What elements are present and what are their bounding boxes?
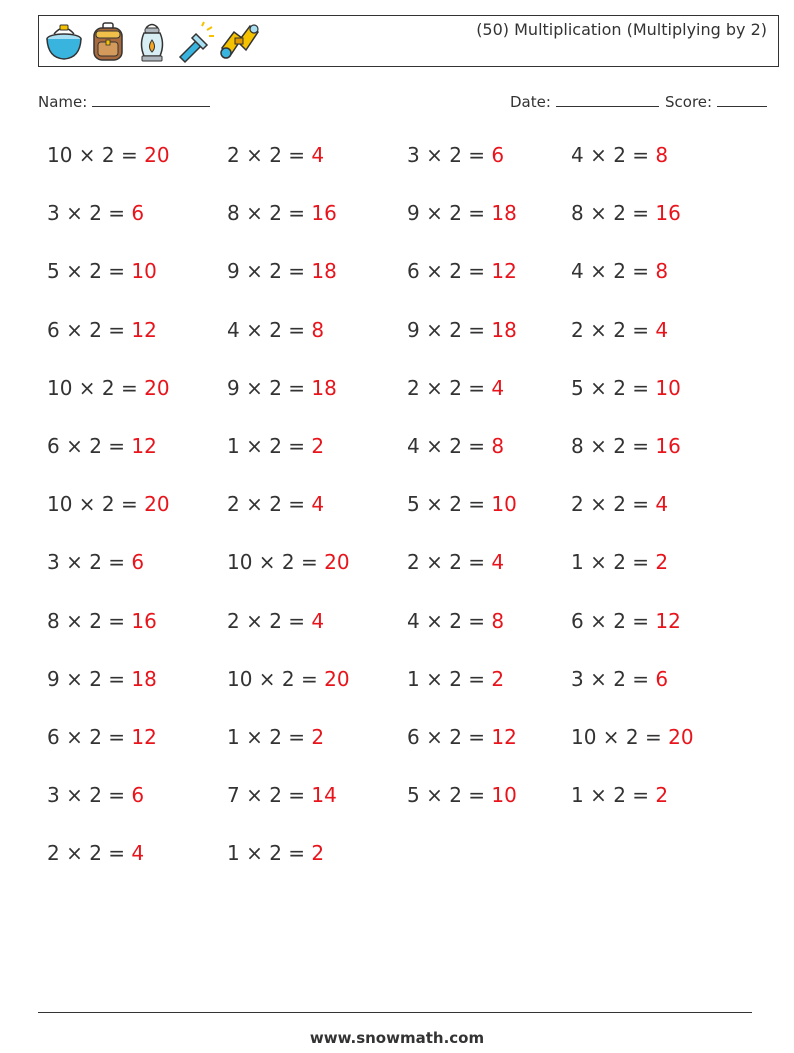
date-blank[interactable]: [556, 94, 659, 107]
problem-question: 10 × 2 =: [47, 492, 145, 517]
problem-question: 3 × 2 =: [47, 550, 132, 575]
score-field[interactable]: [665, 93, 767, 111]
problem: [407, 434, 504, 458]
problem: [47, 841, 144, 865]
problem-question: 7 × 2 =: [227, 783, 312, 808]
problem-question: 10 × 2 =: [571, 725, 669, 749]
problem-row: [47, 318, 747, 352]
problem: [571, 259, 668, 283]
bucket-icon: [42, 20, 86, 64]
problem: [571, 201, 681, 225]
problem: [227, 201, 337, 225]
problem-answer: 18: [491, 317, 517, 342]
problem: [47, 550, 144, 574]
problem-question: 1 × 2 =: [571, 550, 656, 575]
header-icons: [42, 20, 262, 64]
problem-question: 4 × 2 =: [407, 608, 492, 633]
problem-answer: 12: [131, 317, 157, 342]
problem-answer: 20: [144, 492, 170, 517]
problem-question: 1 × 2 =: [227, 841, 312, 866]
problem-answer: 10: [491, 492, 517, 517]
problem-question: 2 × 2 =: [47, 841, 132, 866]
problem: [571, 318, 668, 342]
score-label: Score:: [665, 93, 713, 111]
problem-question: 4 × 2 =: [571, 143, 656, 167]
name-field[interactable]: [38, 93, 210, 111]
problem-question: 8 × 2 =: [571, 434, 656, 458]
problem: [407, 783, 517, 807]
problem-answer: 12: [491, 725, 517, 749]
problem: [571, 434, 681, 458]
problem-answer: 4: [311, 608, 325, 633]
date-label: Date:: [510, 93, 551, 111]
problem-question: 9 × 2 =: [227, 259, 312, 284]
problem-answer: 12: [655, 608, 681, 633]
problem-answer: 4: [655, 317, 669, 342]
problem-question: 3 × 2 =: [571, 666, 656, 691]
problem: [407, 667, 504, 691]
problem-question: 10 × 2 =: [47, 143, 145, 167]
problem-answer: 8: [655, 259, 669, 284]
problem-answer: 6: [655, 666, 669, 691]
problem-answer: 4: [311, 143, 325, 167]
problem-question: 4 × 2 =: [407, 434, 492, 458]
problem-question: 9 × 2 =: [407, 317, 492, 342]
problem: [571, 492, 668, 516]
problem: [407, 143, 504, 167]
problem: [47, 259, 157, 283]
problem: [227, 492, 324, 516]
problem-question: 1 × 2 =: [407, 666, 492, 691]
problem-answer: 6: [131, 201, 145, 226]
problem: [407, 376, 504, 400]
problem-question: 8 × 2 =: [227, 201, 312, 226]
problem-answer: 8: [311, 317, 325, 342]
problem-question: 5 × 2 =: [407, 783, 492, 808]
problem: [47, 201, 144, 225]
problem: [47, 376, 170, 400]
problem-question: 3 × 2 =: [47, 201, 132, 226]
problem-answer: 16: [655, 201, 681, 226]
problem: [407, 318, 517, 342]
problem-answer: 8: [491, 434, 505, 458]
problem-answer: 2: [311, 841, 325, 866]
problem-answer: 20: [324, 666, 350, 691]
problem-question: 3 × 2 =: [407, 143, 492, 167]
problem: [227, 841, 324, 865]
name-label: Name:: [38, 93, 88, 111]
problem-question: 2 × 2 =: [227, 492, 312, 517]
problem-answer: 2: [491, 666, 505, 691]
problem: [47, 434, 157, 458]
problem-answer: 16: [131, 608, 157, 633]
problem: [47, 143, 170, 167]
problem: [407, 550, 504, 574]
problem-answer: 4: [491, 375, 505, 400]
problem-row: [47, 492, 747, 526]
problem-question: 2 × 2 =: [571, 492, 656, 517]
date-field[interactable]: [510, 93, 659, 111]
problem: [227, 143, 324, 167]
problem-answer: 10: [655, 375, 681, 400]
problem-answer: 20: [144, 143, 170, 167]
problem-answer: 16: [655, 434, 681, 458]
problem-question: 5 × 2 =: [407, 492, 492, 517]
problem: [407, 609, 504, 633]
problem-answer: 6: [491, 143, 505, 167]
problem-answer: 18: [311, 259, 337, 284]
problem: [47, 667, 157, 691]
problem-question: 9 × 2 =: [227, 375, 312, 400]
problem: [227, 783, 337, 807]
problem-row: [47, 667, 747, 701]
problem: [227, 609, 324, 633]
problem: [227, 259, 337, 283]
problem-answer: 4: [311, 492, 325, 517]
problem-question: 9 × 2 =: [47, 666, 132, 691]
problem-answer: 2: [311, 434, 325, 458]
problem: [571, 783, 668, 807]
problem: [407, 201, 517, 225]
problem-row: [47, 783, 747, 817]
problem-question: 6 × 2 =: [407, 259, 492, 284]
problem-row: [47, 201, 747, 235]
problem-question: 6 × 2 =: [47, 317, 132, 342]
backpack-icon: [86, 20, 130, 64]
problem-answer: 4: [131, 841, 145, 866]
problem: [47, 725, 157, 749]
problem-answer: 2: [311, 725, 325, 749]
problem: [571, 725, 694, 749]
problem-question: 10 × 2 =: [47, 375, 145, 400]
problem-question: 5 × 2 =: [571, 375, 656, 400]
problem: [571, 609, 681, 633]
problem-row: [47, 434, 747, 468]
problem-answer: 10: [131, 259, 157, 284]
problem-question: 1 × 2 =: [227, 725, 312, 749]
problem-question: 8 × 2 =: [571, 201, 656, 226]
problem-question: 2 × 2 =: [227, 608, 312, 633]
problem: [47, 318, 157, 342]
problem-question: 2 × 2 =: [407, 550, 492, 575]
problem-answer: 6: [131, 783, 145, 808]
score-blank[interactable]: [717, 94, 767, 107]
problem-question: 6 × 2 =: [47, 725, 132, 749]
footer-url: www.snowmath.com: [309, 1029, 485, 1047]
problem-answer: 4: [491, 550, 505, 575]
problem-question: 2 × 2 =: [571, 317, 656, 342]
problem: [571, 667, 668, 691]
problem-question: 3 × 2 =: [47, 783, 132, 808]
problem: [407, 725, 517, 749]
problem-answer: 12: [131, 434, 157, 458]
problem-question: 8 × 2 =: [47, 608, 132, 633]
problem: [47, 783, 144, 807]
problem-answer: 8: [655, 143, 669, 167]
problem: [571, 143, 668, 167]
problem-answer: 12: [131, 725, 157, 749]
problem-row: [47, 550, 747, 584]
problem-question: 6 × 2 =: [571, 608, 656, 633]
problem-answer: 2: [655, 550, 669, 575]
problem-answer: 12: [491, 259, 517, 284]
problem: [407, 492, 517, 516]
problem-answer: 16: [311, 201, 337, 226]
problem: [227, 376, 337, 400]
problem-row: [47, 841, 747, 875]
problem: [47, 492, 170, 516]
problem-answer: 6: [131, 550, 145, 575]
binoculars-icon: [218, 20, 262, 64]
problem-question: 1 × 2 =: [571, 783, 656, 808]
problem-answer: 10: [491, 783, 517, 808]
problem: [227, 434, 324, 458]
problem: [571, 376, 681, 400]
problem-answer: 14: [311, 783, 337, 808]
footer-divider: [38, 1012, 752, 1013]
problem-question: 4 × 2 =: [227, 317, 312, 342]
problem-row: [47, 725, 747, 759]
problem: [227, 318, 324, 342]
problem: [407, 259, 517, 283]
problem-question: 6 × 2 =: [47, 434, 132, 458]
problem-question: 10 × 2 =: [227, 550, 325, 575]
problem: [47, 609, 157, 633]
problem-answer: 4: [655, 492, 669, 517]
problem-row: [47, 376, 747, 410]
problem-row: [47, 143, 747, 177]
problem-question: 2 × 2 =: [227, 143, 312, 167]
problem-question: 2 × 2 =: [407, 375, 492, 400]
lantern-icon: [130, 20, 174, 64]
problem-answer: 18: [131, 666, 157, 691]
problem-question: 9 × 2 =: [407, 201, 492, 226]
problem: [571, 550, 668, 574]
name-blank[interactable]: [92, 94, 210, 107]
problem-question: 10 × 2 =: [227, 666, 325, 691]
problem-answer: 8: [491, 608, 505, 633]
problem-answer: 2: [655, 783, 669, 808]
worksheet-title: (50) Multiplication (Multiplying by 2): [476, 20, 767, 39]
problem-row: [47, 259, 747, 293]
problem-row: [47, 609, 747, 643]
problem: [227, 667, 350, 691]
worksheet-header: [38, 15, 779, 67]
problem-answer: 20: [324, 550, 350, 575]
problem-answer: 20: [668, 725, 694, 749]
flashlight-icon: [174, 20, 218, 64]
problem-question: 5 × 2 =: [47, 259, 132, 284]
problem-question: 1 × 2 =: [227, 434, 312, 458]
problem-question: 4 × 2 =: [571, 259, 656, 284]
problem: [227, 550, 350, 574]
problem-question: 6 × 2 =: [407, 725, 492, 749]
problem-answer: 18: [311, 375, 337, 400]
problem-answer: 20: [144, 375, 170, 400]
problem-answer: 18: [491, 201, 517, 226]
problem: [227, 725, 324, 749]
